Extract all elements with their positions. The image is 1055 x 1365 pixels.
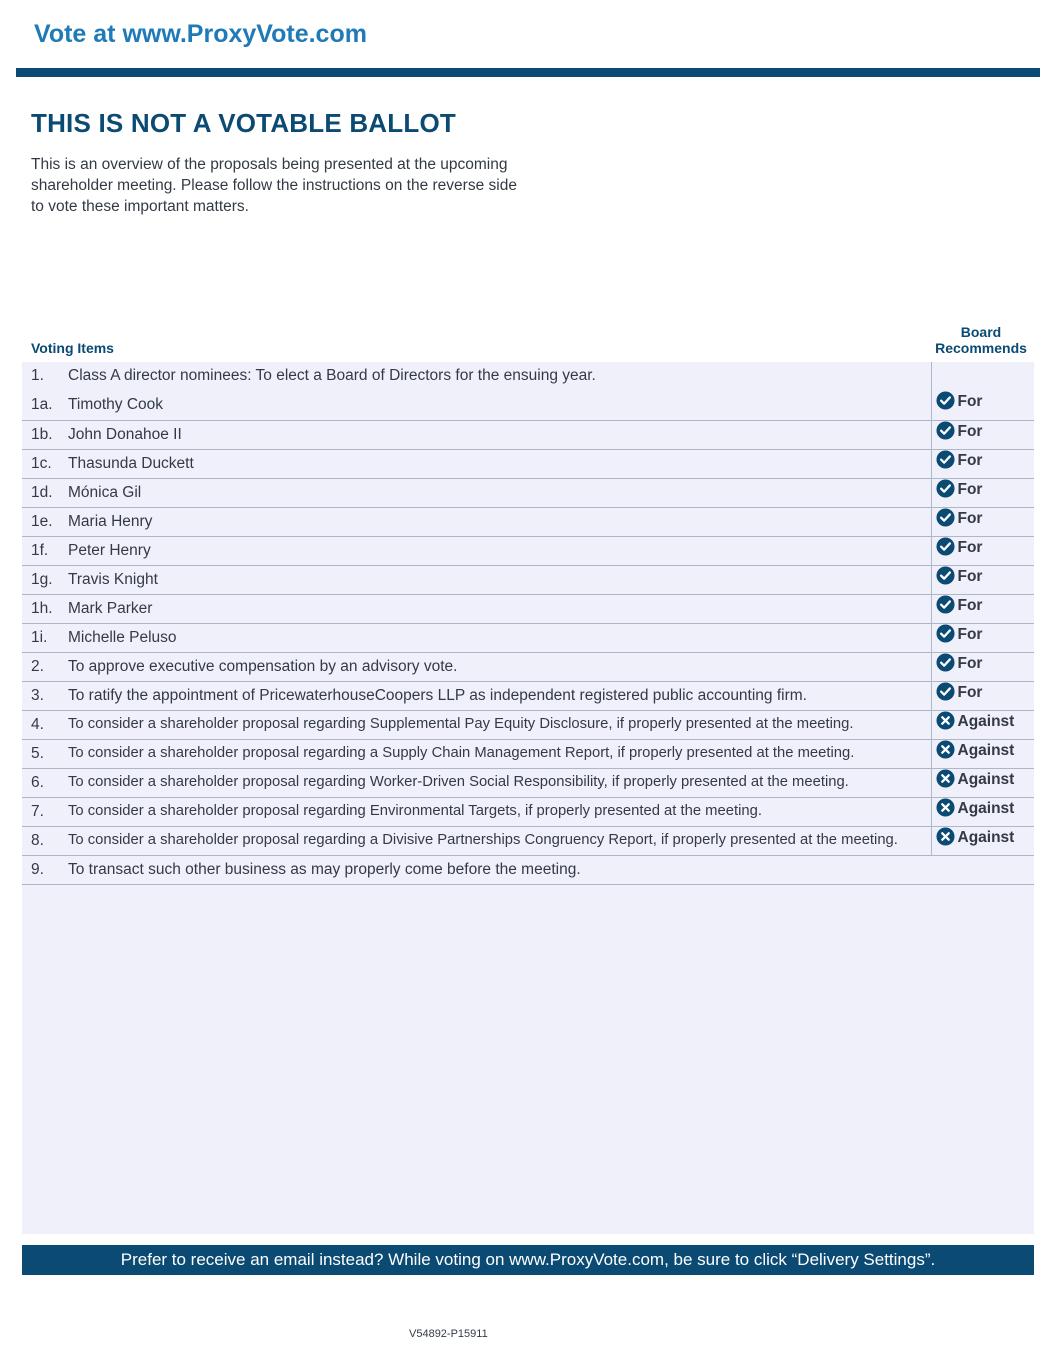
recommendation-cell	[931, 507, 1034, 536]
table-row	[22, 623, 1034, 652]
item-description: Michelle Peluso	[68, 623, 931, 652]
recommendation-cell	[931, 710, 1034, 739]
recommendation-label: For	[957, 480, 983, 498]
item-description: John Donahoe II	[68, 420, 931, 449]
recommendation-cell	[931, 594, 1034, 623]
recommendation-cell	[931, 797, 1034, 826]
check-circle-icon	[936, 566, 955, 590]
item-number: 1c.	[22, 449, 68, 478]
table-row	[22, 594, 1034, 623]
proxyvote-site-link[interactable]: Vote at www.ProxyVote.com	[34, 20, 367, 48]
item-description: Maria Henry	[68, 507, 931, 536]
x-circle-icon	[936, 711, 955, 735]
recommendation-label: Against	[957, 799, 1015, 817]
check-circle-icon	[936, 391, 955, 415]
check-circle-icon	[936, 624, 955, 648]
table-row	[22, 478, 1034, 507]
item-number: 3.	[22, 681, 68, 710]
recommendation-label: For	[957, 683, 983, 701]
item-description: To ratify the appointment of PricewaterhouseCoopers LLP as independent registered public accounting firm.	[68, 681, 931, 710]
table-row	[22, 507, 1034, 536]
table-row	[22, 768, 1034, 797]
item-description: To consider a shareholder proposal regarding Supplemental Pay Equity Disclosure, if properly presented at the meeting.	[68, 710, 931, 739]
item-number: 7.	[22, 797, 68, 826]
table-row	[22, 565, 1034, 594]
item-number: 6.	[22, 768, 68, 797]
item-description: Class A director nominees: To elect a Board of Directors for the ensuing year.	[68, 367, 596, 384]
item-description: To consider a shareholder proposal regarding Environmental Targets, if properly presented at the meeting.	[68, 797, 931, 826]
item-description: To consider a shareholder proposal regarding a Divisive Partnerships Congruency Report, if properly presented at the meeting.	[68, 826, 931, 855]
recommendation-label: For	[957, 393, 983, 410]
recommendation-cell	[931, 362, 1034, 391]
item-description: To consider a shareholder proposal regarding a Supply Chain Management Report, if properly presented at the meeting.	[68, 739, 931, 768]
recommendation-label: Against	[957, 770, 1015, 788]
job-code: V54892-P15911	[409, 1328, 488, 1340]
item-description: Peter Henry	[68, 536, 931, 565]
table-row	[22, 681, 1034, 710]
item-number: 1g.	[22, 565, 68, 594]
recommendation-label: For	[957, 422, 983, 440]
recommendation-label: For	[957, 596, 983, 614]
voting-items-header: Voting Items	[31, 340, 114, 356]
voting-items-table	[22, 362, 1034, 885]
recommendation-label: For	[957, 625, 983, 643]
recommendation-cell	[931, 449, 1034, 478]
recommendation-cell	[931, 623, 1034, 652]
recommendation-label: For	[957, 451, 983, 469]
item-description: Mark Parker	[68, 594, 931, 623]
item-number: 5.	[22, 739, 68, 768]
email-delivery-banner: Prefer to receive an email instead? While voting on www.ProxyVote.com, be sure to click “Delivery Settings”.	[22, 1245, 1034, 1275]
item-number: 1f.	[22, 536, 68, 565]
x-circle-icon	[936, 769, 955, 793]
recommendation-cell	[931, 768, 1034, 797]
table-row	[22, 420, 1034, 449]
recommendation-cell	[931, 536, 1034, 565]
x-circle-icon	[936, 798, 955, 822]
intro-text: This is an overview of the proposals being presented at the upcoming shareholder meeting. Please follow the instructions on the reverse side to vote these important matters.	[31, 156, 517, 215]
item-description: To consider a shareholder proposal regarding Worker-Driven Social Responsibility, if properly presented at the meeting.	[68, 768, 931, 797]
recommendation-cell	[931, 826, 1034, 855]
table-row	[22, 797, 1034, 826]
recommendation-label: Against	[957, 828, 1015, 846]
header-rule	[16, 68, 1040, 77]
table-row	[22, 826, 1034, 855]
item-description: Timothy Cook	[68, 391, 931, 420]
recommendation-label: Against	[957, 712, 1015, 730]
recommendation-cell	[931, 420, 1034, 449]
item-description: Travis Knight	[68, 565, 931, 594]
item-number: 1b.	[22, 420, 68, 449]
item-description: Mónica Gil	[68, 478, 931, 507]
board-recommends-header	[928, 324, 1034, 356]
recommendation-cell	[931, 478, 1034, 507]
check-circle-icon	[936, 682, 955, 706]
item-number: 4.	[22, 710, 68, 739]
item-description: To transact such other business as may properly come before the meeting.	[68, 855, 931, 884]
item-description: Thasunda Duckett	[68, 449, 931, 478]
recommendation-label: Against	[957, 741, 1015, 759]
table-row	[22, 710, 1034, 739]
item-number: 1a.	[22, 391, 68, 420]
check-circle-icon	[936, 653, 955, 677]
item-number: 1.	[31, 367, 44, 384]
x-circle-icon	[936, 740, 955, 764]
recommendation-cell	[931, 565, 1034, 594]
check-circle-icon	[936, 595, 955, 619]
table-row	[22, 652, 1034, 681]
item-number: 1i.	[22, 623, 68, 652]
recommendation-label: For	[957, 538, 983, 556]
board-header-line1: Board	[960, 324, 1002, 340]
check-circle-icon	[936, 479, 955, 503]
recommendation-cell	[931, 652, 1034, 681]
recommendation-cell	[931, 739, 1034, 768]
recommendation-label: For	[957, 654, 983, 672]
recommendation-label: For	[957, 567, 983, 585]
item-number: 9.	[22, 855, 68, 884]
item-number: 2.	[22, 652, 68, 681]
notice-title: THIS IS NOT A VOTABLE BALLOT	[31, 108, 456, 138]
item-number: 1h.	[22, 594, 68, 623]
check-circle-icon	[936, 537, 955, 561]
table-row	[22, 739, 1034, 768]
check-circle-icon	[936, 450, 955, 474]
board-header-line2: Recommends	[935, 340, 1027, 356]
item-number: 1d.	[22, 478, 68, 507]
table-row	[22, 855, 1034, 884]
item-number: 8.	[22, 826, 68, 855]
recommendation-cell	[931, 855, 1034, 884]
recommendation-cell	[931, 681, 1034, 710]
item-description: To approve executive compensation by an advisory vote.	[68, 652, 931, 681]
table-row	[22, 362, 1034, 391]
x-circle-icon	[936, 827, 955, 851]
check-circle-icon	[936, 421, 955, 445]
recommendation-cell	[931, 391, 1034, 420]
item-number: 1e.	[22, 507, 68, 536]
check-circle-icon	[936, 508, 955, 532]
table-row	[22, 391, 1034, 420]
recommendation-label: For	[957, 509, 983, 527]
table-row	[22, 536, 1034, 565]
table-row	[22, 449, 1034, 478]
